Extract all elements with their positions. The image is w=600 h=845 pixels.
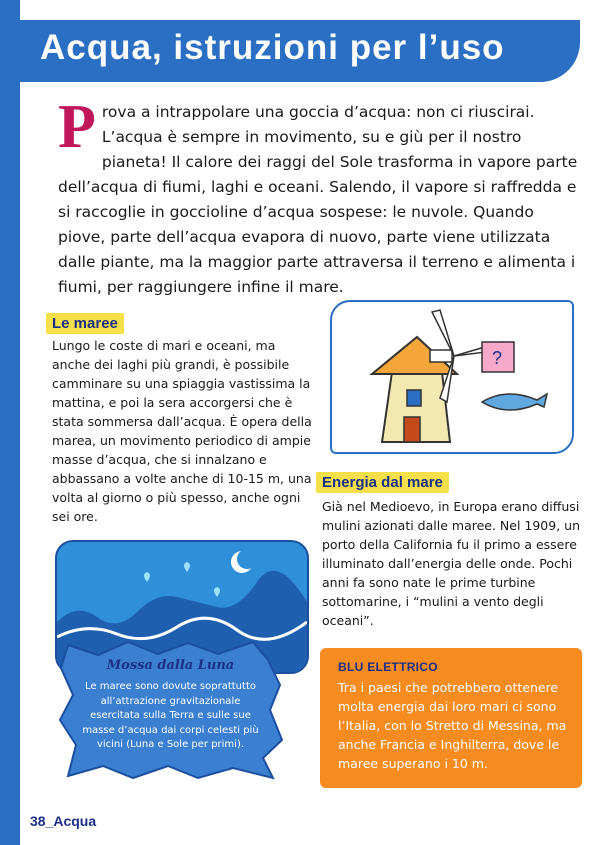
maree-text: Lungo le coste di mari e oceani, ma anche dei laghi più grandi, è possibile camminare su una spiaggia vastissima la mattina, e poi la sera accorgersi che è stata sommersa dall’acqua. È opera della marea, un movimento periodico di ampie masse d’acqua, che si innalzano e abbassano a volte anche di 10-15 m, una volta al giorno o più spesso, anche ogni sei ore. — [52, 338, 312, 524]
luna-text: Le maree sono dovute soprattutto all’attrazione gravitazionale esercitata sulla Terra e sulle sue masse d’acqua dai corpi celesti più vicini (Luna e Sole per primi). — [82, 681, 259, 750]
luna-callout — [58, 640, 283, 780]
page-number-label: 38_Acqua — [30, 813, 97, 829]
intro-paragraph — [58, 93, 578, 300]
question-mark: ? — [492, 348, 503, 368]
blu-elettrico-box — [320, 648, 582, 788]
intro-text: rova a intrappolare una goccia d’acqua: non ci riuscirai. L’acqua è sempre in movimento, su e giù per il nostro pianeta! Il calore dei raggi del Sole trasforma in vapore parte dell’acqua di fiumi, laghi e oceani. Salendo, il vapore si raffredda e si raccoglie in goccioline d’acqua sospese: le nuvole. Quando piove, parte dell’acqua evapora di nuovo, parte viene utilizzata dalle piante, ma la maggior parte attraversa il terreno e alimenta i fiumi, per raggiungere infine il mare. — [58, 103, 578, 296]
energia-heading: Energia dal mare — [316, 472, 449, 493]
drop-cap: P — [58, 93, 96, 161]
blu-elettrico-text: Tra i paesi che potrebbero ottenere molta energia dai loro mari ci sono l’Italia, con lo Stretto di Messina, ma anche Francia e Inghilterra, dove le maree superano i 10 m. — [338, 680, 567, 771]
energia-text: Già nel Medioevo, in Europa erano diffusi mulini azionati dalle maree. Nel 1909, un porto della California fu il primo a essere illuminato dall’energia delle onde. Pochi anni fa sono nate le prime turbine sottomarine, i “mulini a vento degli oceani”. — [322, 499, 581, 628]
blu-elettrico-title: BLU ELETTRICO — [338, 660, 438, 674]
maree-heading: Le maree — [46, 313, 124, 334]
windmill-illustration — [330, 300, 574, 454]
luna-title: Mossa dalla Luna — [106, 658, 235, 673]
windmill-drawing — [332, 302, 572, 452]
page-title: Acqua, istruzioni per l’uso — [40, 28, 505, 67]
left-blue-band — [0, 0, 20, 845]
